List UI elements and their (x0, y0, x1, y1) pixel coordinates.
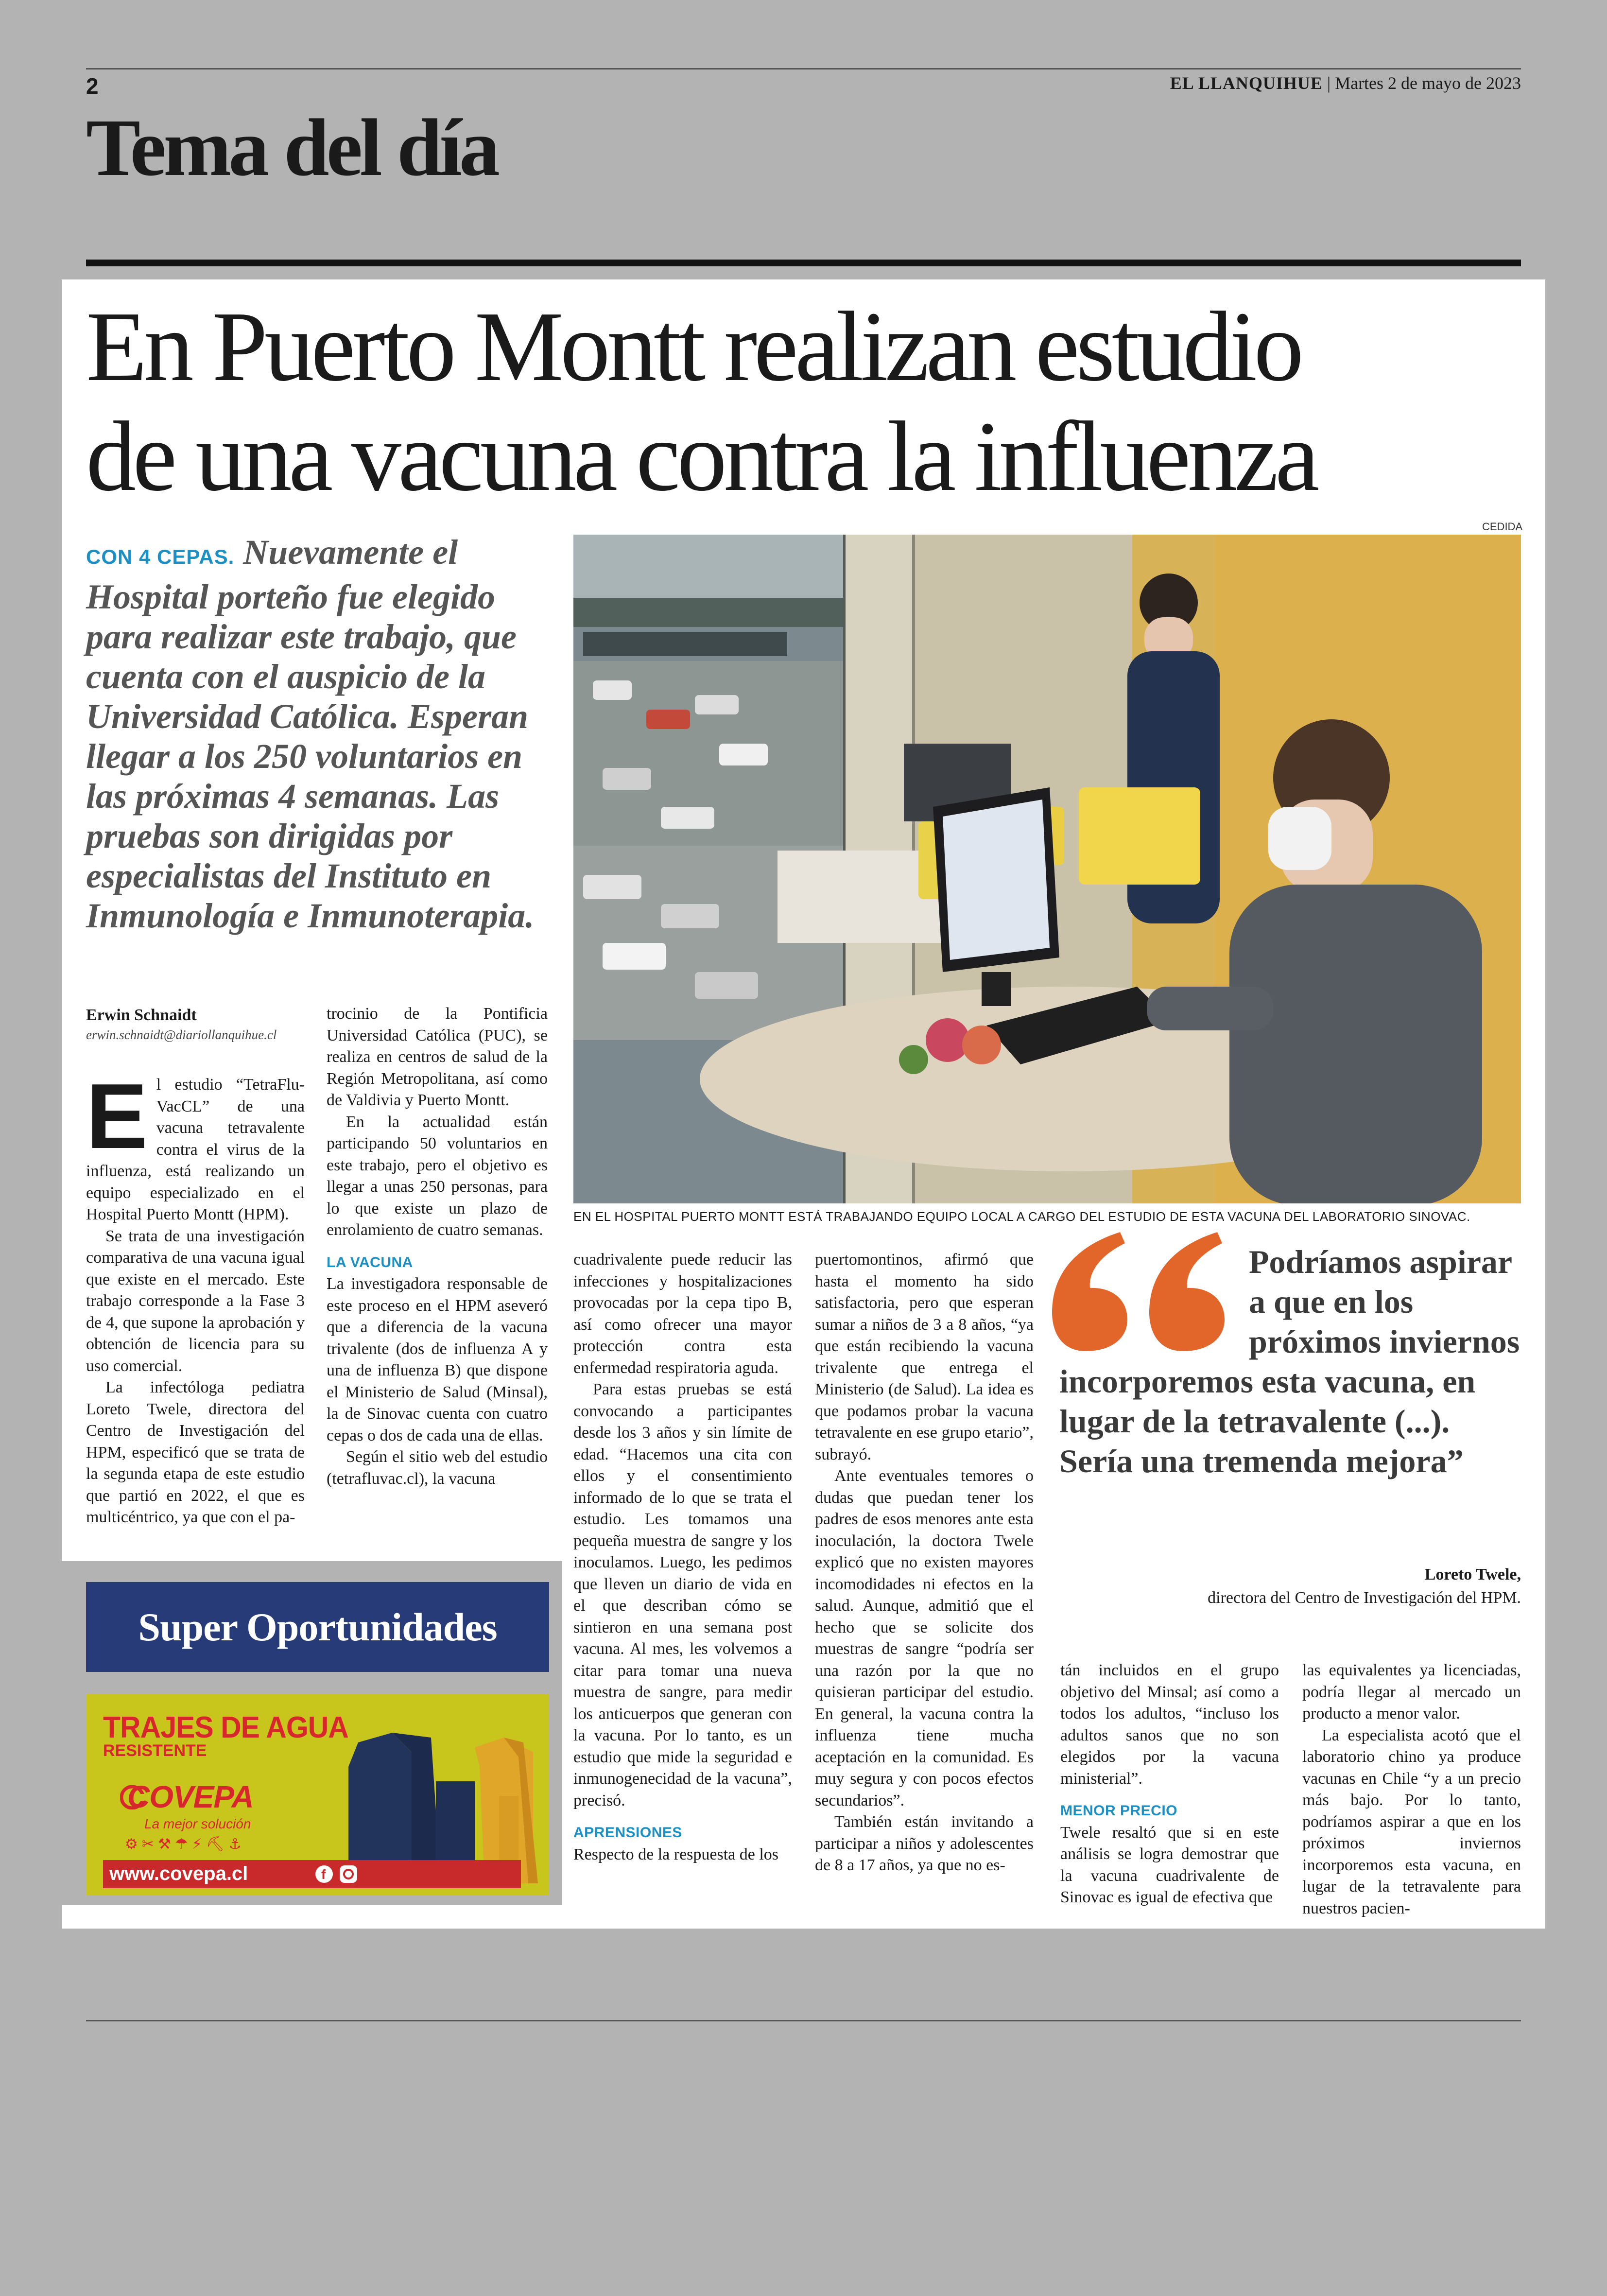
article-column-2 (327, 1003, 548, 1490)
super-oportunidades-banner[interactable]: Super Oportunidades (86, 1582, 549, 1672)
body-paragraph: Ante eventuales temores o dudas que puedan tener los padres de esos menores ante esta inoculación, la doctora Twele explicó que no existen mayores incomodidades ni efectos en la salud. Aunque, admitió que el hecho que se solicite dos muestras de sangre “podría ser una razón por la que no quisieran participar del estudio. En general, la vacuna contra la influenza tiene mucha aceptación en la comunidad. Es muy segura y con pocos efectos secundarios”. (815, 1467, 1034, 1809)
ad-brand: COVEPA (127, 1779, 254, 1814)
body-paragraph: Para estas pruebas se está convocando a participantes desde los 3 años y sin límite de edad. “Hacemos una cita con ellos y el consentimiento informado de lo que se trata el estudio. Les tomamos una pequeña muestra de sangre y los inoculamos. Luego, les pedimos que lleven un diario de vida en el que describan cómo se sintieron en una semana post vacuna. Al mes, les volvemos a citar para tomar una nueva muestra de sangre, para medir los anticuerpos que generan con la vacuna. Por lo tanto, es un estudio que mide la seguridad e inmunogenecidad de la vacuna”, precisó. (573, 1380, 792, 1809)
body-paragraph: puertomontinos, afirmó que hasta el momento ha sido satisfactoria, pero que esperan sumar a niños de 3 a 8 años, “ya que están recibiendo la vacuna trivalente que entrega el Ministerio (de Salud). La idea es que podamos probar la vacuna tetravalente en ese grupo etario”, subrayó. (815, 1251, 1034, 1463)
body-paragraph: cuadrivalente puede reducir las infecciones y hospitalizaciones provocadas por la cepa tipo B, así como ofrecer una mayor protección contra esta enfermedad respiratoria aguda. (573, 1251, 792, 1377)
lead-kicker: CON 4 CEPAS. (86, 545, 235, 568)
paragraph-text: l estudio “TetraFlu-VacCL” de una vacuna tetravalente contra el virus de la influenza, está realizando un equipo especializado en el Hospital Puerto Montt (HPM). (86, 1076, 305, 1223)
lead-text: Nuevamente el Hospital porteño fue elegido para realizar este trabajo, que cuenta con el auspicio de la Universidad Católica. Esperan llegar a los 250 voluntarios en las próximas 4 semanas. Las pruebas son dirigidas por especialistas del Instituto en Inmunología e Inmunoterapia. (86, 533, 535, 935)
svg-text:f: f (321, 1867, 326, 1882)
subhead-menor-precio: MENOR PRECIO (1060, 1803, 1178, 1819)
body-paragraph: Respecto de la respuesta de los (573, 1845, 779, 1863)
pull-quote (1059, 1242, 1521, 1481)
pull-quote-part-2: incorporemos esta vacuna, en lugar de la tetravalente (...). Sería una tremenda mejora” (1059, 1363, 1476, 1479)
instagram-icon (340, 1865, 357, 1883)
body-paragraph: La investigadora responsable de este proceso en el HPM aseveró que a diferencia de la vacuna trivalente (dos de influenza A y una de influenza B) que dispone el Ministerio de Salud (Minsal), la de Sinovac cuenta con cuatro cepas o dos de cada una de ellas. (327, 1275, 548, 1444)
photo-caption: EN EL HOSPITAL PUERTO MONTT ESTÁ TRABAJANDO EQUIPO LOCAL A CARGO DEL ESTUDIO DE ESTA VACUNA DEL LABORATORIO SINOVAC. (573, 1209, 1470, 1224)
article-photo (573, 535, 1521, 1203)
headline (86, 292, 1521, 511)
bottom-rule (86, 2020, 1521, 2021)
quote-author-name: Loreto Twele, (1424, 1565, 1521, 1583)
subhead-la-vacuna: LA VACUNA (327, 1254, 413, 1270)
masthead (1170, 73, 1521, 93)
section-title: Tema del día (86, 103, 497, 193)
drop-cap: E (86, 1065, 148, 1168)
article-column-5 (1060, 1660, 1279, 1909)
product-category-icons: ⚙✂⚒☂⚡⛏⚓ (125, 1836, 245, 1853)
headline-line-2: de una vacuna contra la influenza (86, 400, 1316, 512)
body-paragraph: trocinio de la Pontificia Universidad Católica (PUC), se realiza en centros de salud de la Región Metropolitana, así como de Valdivia y Puerto Montt. (327, 1005, 548, 1109)
author-email: erwin.schnaidt@diariollanquihue.cl (86, 1027, 277, 1042)
body-paragraph (86, 1065, 305, 1226)
ad-subtitle: RESISTENTE (103, 1741, 207, 1760)
pull-quote-part-1: Podríamos aspirar a que en los próximos inviernos (1249, 1243, 1520, 1360)
article-column-4 (815, 1249, 1034, 1877)
covepa-advertisement[interactable] (86, 1694, 549, 1896)
section-rule (86, 260, 1521, 266)
article-column-6 (1302, 1660, 1521, 1919)
body-paragraph: También están invitando a participar a niños y adolescentes de 8 a 17 años, ya que no es- (815, 1813, 1034, 1874)
top-rule (86, 68, 1521, 70)
body-paragraph: La especialista acotó que el laboratorio chino ya produce vacunas en Chile “y a un precio más bajo. Por lo tanto, podríamos aspirar a que en los próximos inviernos incorporemos esta vacuna, en lugar de la tetravalente para nuestros pacien- (1302, 1726, 1521, 1917)
ad-title: TRAJES DE AGUA (103, 1711, 348, 1744)
ad-slogan: La mejor solución (144, 1816, 251, 1831)
byline (86, 1006, 314, 1043)
body-paragraph: Según el sitio web del estudio (tetrafluvac.cl), la vacuna (327, 1448, 548, 1488)
quote-author-role: directora del Centro de Investigación del HPM. (1208, 1589, 1521, 1607)
issue-date: | Martes 2 de mayo de 2023 (1327, 73, 1521, 93)
photo-credit: CEDIDA (1482, 521, 1523, 533)
ad-area-bottom-strip (62, 1905, 562, 1929)
headline-line-1: En Puerto Montt realizan estudio (86, 291, 1301, 402)
author-name: Erwin Schnaidt (86, 1006, 197, 1024)
ad-url[interactable]: www.covepa.cl (109, 1863, 248, 1884)
social-icons (314, 1863, 358, 1887)
subhead-aprensiones: APRENSIONES (573, 1825, 682, 1841)
body-paragraph: tán incluidos en el grupo objetivo del Minsal; así como a todos los adultos, “incluso los adultos sanos que no son elegidos por la vacuna ministerial”. (1060, 1661, 1279, 1788)
page-number: 2 (86, 73, 99, 99)
body-paragraph: Se trata de una investigación comparativa de una vacuna igual que existe en el mercado. Este trabajo corresponde a la Fase 3 de 4, que supone la aprobación y obtención de licencia para su uso comercial. (86, 1227, 305, 1375)
body-paragraph: En la actualidad están participando 50 voluntarios en este trabajo, pero el objetivo es llegar a unas 250 personas, para lo que existe un plazo de enrolamiento de cuatro semanas. (327, 1113, 548, 1239)
body-paragraph: las equivalentes ya licenciadas, podría llegar al mercado un producto a menor valor. (1302, 1661, 1521, 1722)
article-column-3 (573, 1249, 792, 1865)
newspaper-name: EL LLANQUIHUE (1170, 73, 1323, 93)
article-column-1 (86, 1065, 305, 1529)
body-paragraph: Twele resaltó que si en este análisis se logra demostrar que la vacuna cuadrivalente de Sinovac es igual de efectiva que (1060, 1823, 1279, 1906)
quote-attribution (1208, 1563, 1521, 1610)
lead-paragraph (86, 532, 548, 936)
facebook-icon (315, 1865, 333, 1883)
body-paragraph: La infectóloga pediatra Loreto Twele, directora del Centro de Investigación del HPM, especificó que se trata de la segunda etapa de este estudio que partió en 2022, el que es multicéntrico, ya que con el pa- (86, 1378, 305, 1526)
